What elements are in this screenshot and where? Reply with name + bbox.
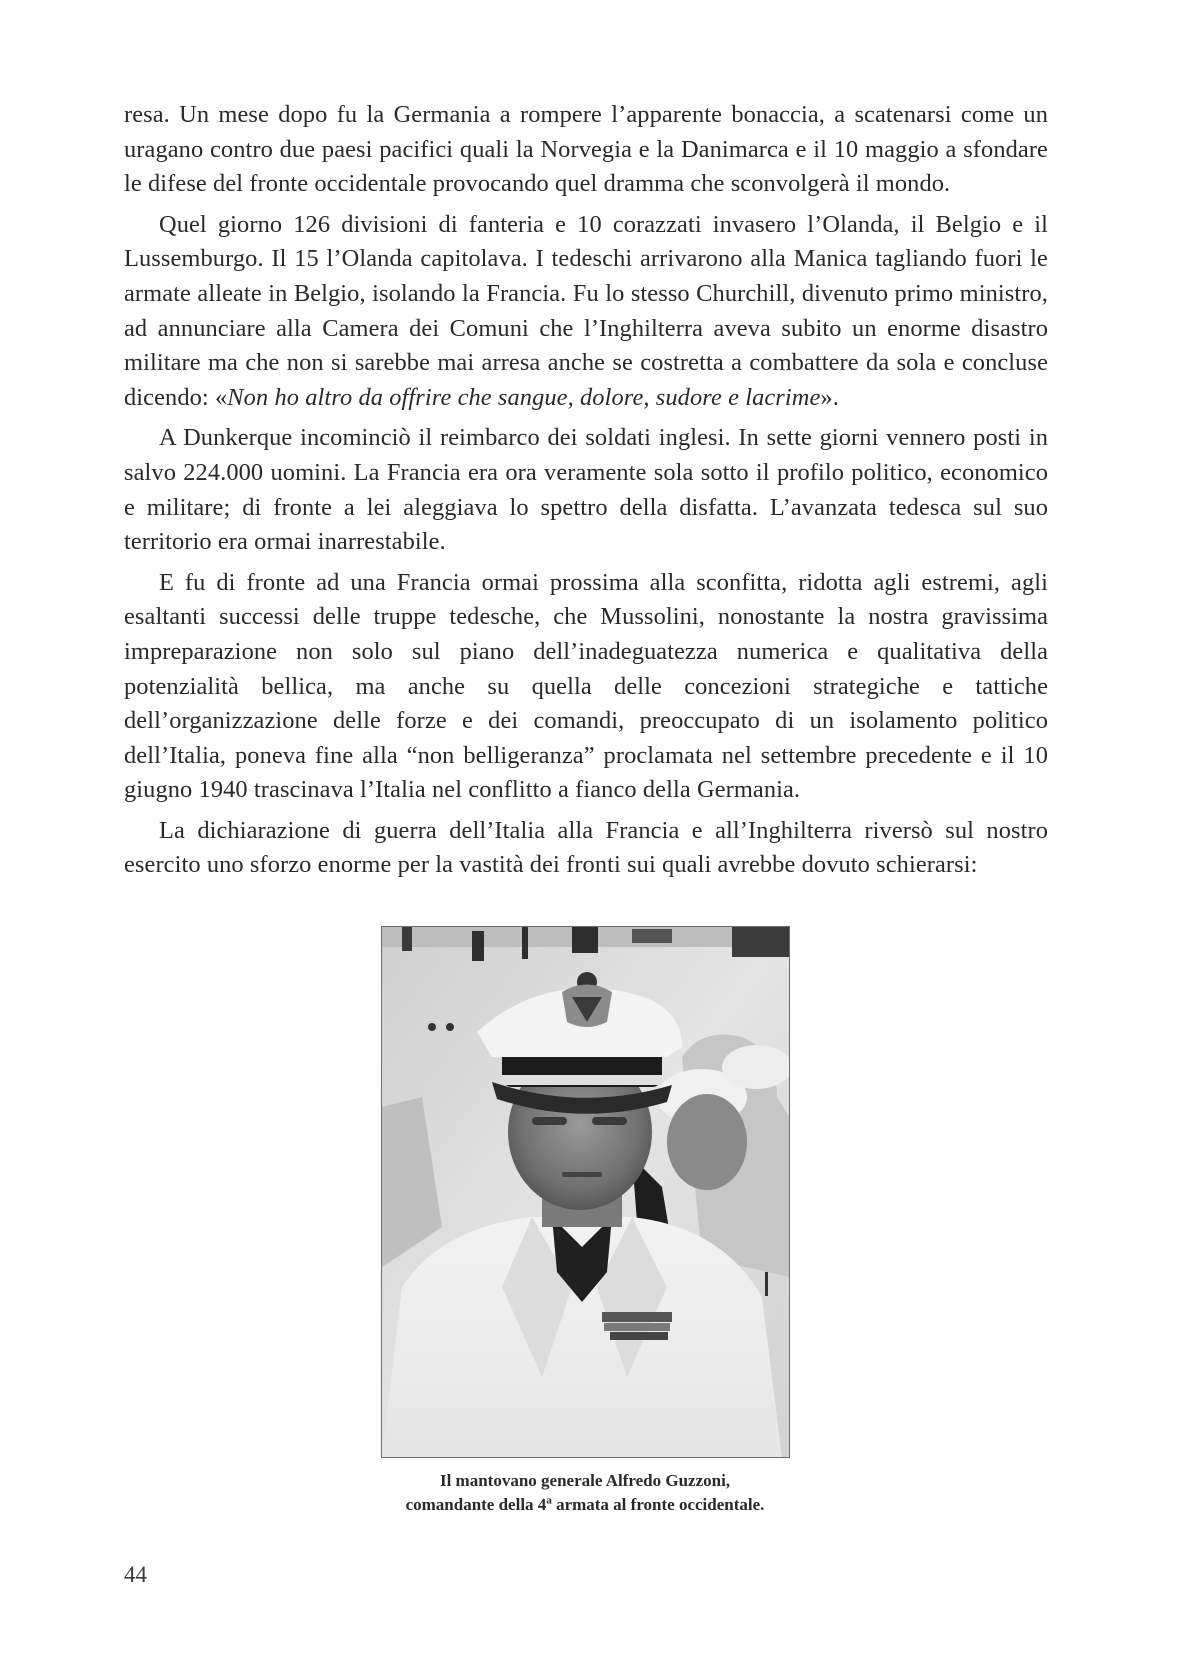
caption-line-2	[300, 1493, 870, 1517]
general-portrait-photo	[381, 926, 790, 1458]
paragraph-4: E fu di fronte ad una Francia ormai prossima alla sconfitta, ridotta agli estremi, agli esaltanti successi delle truppe tedesche, che Mussolini, nonostante la nostra gravissima impreparazione non solo sul piano dell’inadeguatezza numerica e qualitativa della potenzialità bellica, ma anche su quella delle concezioni strategiche e tattiche dell’organizzazione delle forze e dei comandi, preoccupato di un isolamento politico dell’Italia, poneva fine alla “non belligeranza” proclamata nel settembre precedente e il 10 giugno 1940 trascinava l’Italia nel conflitto a fianco della Germania.	[124, 568, 1048, 804]
caption-line-1: Il mantovano generale Alfredo Guzzoni,	[439, 1471, 731, 1490]
caption-superscript: a	[546, 1494, 552, 1507]
paragraph-5: La dichiarazione di guerra dell’Italia alla Francia e all’Inghilterra riversò sul nostro esercito uno sforzo enorme per la vastità dei fronti sui quali avrebbe dovuto schierarsi:	[124, 816, 1048, 879]
figure-caption	[300, 1469, 870, 1517]
portrait-image	[382, 927, 789, 1457]
caption-line-2-end: armata al fronte occidentale.	[551, 1495, 765, 1514]
churchill-quote: Non ho altro da offrire che sangue, dolore, sudore e lacrime	[227, 383, 821, 411]
page-number: 44	[124, 1562, 147, 1587]
paragraph-1: resa. Un mese dopo fu la Germania a rompere l’apparente bonaccia, a scatenarsi come un uragano contro due paesi pacifici quali la Norvegia e la Danimarca e il 10 maggio a sfondare le difese del fronte occidentale provocando quel dramma che sconvolgerà il mondo.	[124, 101, 1048, 198]
paragraph-2-text: Quel giorno 126 divisioni di fanteria e 10 corazzati invasero l’Olanda, il Belgio e il Lussemburgo. Il 15 l’Olanda capitolava. I tedeschi arrivarono alla Manica tagliando fuori le armate alleate in Belgio, isolando la Francia. Fu lo stesso Churchill, divenuto primo ministro, ad annunciare alla Camera dei Comuni che l’Inghilterra aveva subito un enorme disastro militare ma che non si sarebbe mai arresa anche se costretta a combattere da sola e concluse dicendo: «	[124, 210, 1048, 411]
paragraph-2	[124, 208, 1048, 416]
paragraph-3: A Dunkerque incominciò il reimbarco dei soldati inglesi. In sette giorni vennero posti in salvo 224.000 uomini. La Francia era ora veramente sola sotto il profilo politico, economico e militare; di fronte a lei aleggiava lo spettro della disfatta. L’avanzata tedesca sul suo territorio era ormai inarrestabile.	[124, 424, 1048, 556]
caption-line-2-start: comandante della 4	[405, 1495, 547, 1514]
paragraph-2-closing: ».	[820, 383, 839, 411]
body-text	[124, 98, 1048, 889]
